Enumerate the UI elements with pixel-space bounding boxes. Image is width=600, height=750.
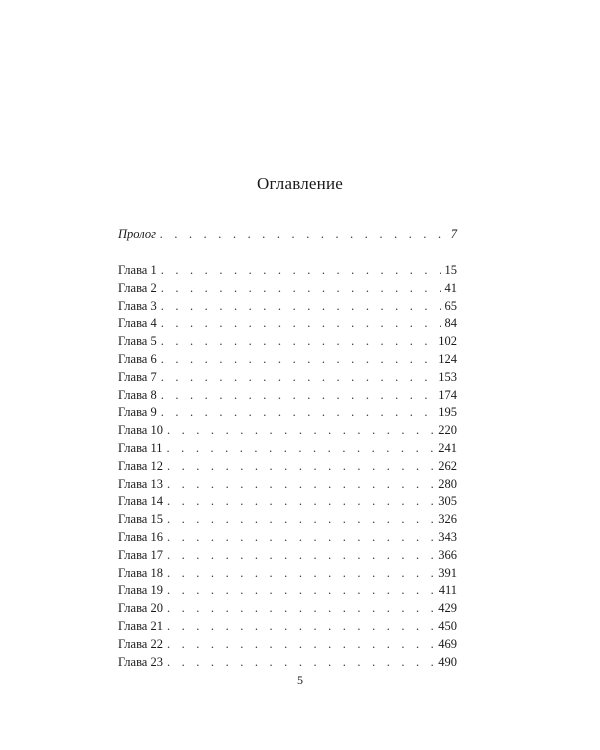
toc-entry-page: 124 [438, 351, 457, 366]
toc-entry [118, 404, 457, 422]
dot-leader [161, 262, 441, 280]
toc-entry-page: 15 [444, 263, 457, 277]
toc-entry-label: Глава 14 [118, 494, 163, 509]
toc-entry-label: Глава 18 [118, 565, 163, 580]
toc-entry-page: 391 [438, 565, 457, 580]
toc-entry-label: Глава 17 [118, 547, 163, 562]
dot-leader [160, 226, 447, 244]
toc-entry [118, 618, 457, 636]
dot-leader [161, 351, 435, 369]
dot-leader [161, 280, 441, 298]
toc-entry-label: Глава 6 [118, 351, 157, 366]
dot-leader [167, 422, 434, 440]
toc-entry [118, 262, 457, 280]
toc-entry-page: 262 [438, 458, 457, 473]
toc-entry [118, 582, 457, 600]
toc-entry [118, 511, 457, 529]
toc-entry-prologue [118, 226, 457, 244]
toc-entry [118, 298, 457, 316]
toc-entry [118, 440, 457, 458]
toc-entry [118, 547, 457, 565]
dot-leader [167, 600, 434, 618]
toc-entry-page: 490 [438, 654, 457, 669]
dot-leader [167, 654, 434, 672]
toc-entry-label: Глава 5 [118, 334, 157, 349]
toc-entry-label: Глава 2 [118, 280, 157, 295]
toc-entry [118, 654, 457, 672]
toc-entry [118, 476, 457, 494]
toc-entry-label: Глава 3 [118, 298, 157, 313]
page-number: 5 [297, 673, 303, 687]
toc-entry [118, 493, 457, 511]
toc-entry [118, 600, 457, 618]
dot-leader [167, 618, 434, 636]
toc-entry [118, 458, 457, 476]
dot-leader [161, 404, 435, 422]
toc-entry-page: 280 [438, 476, 457, 491]
toc-entry-label: Глава 12 [118, 458, 163, 473]
dot-leader [167, 440, 435, 458]
toc-entry-page: 153 [438, 369, 457, 384]
toc-prologue [118, 226, 457, 244]
toc-entry-label: Глава 20 [118, 601, 163, 616]
dot-leader [161, 333, 435, 351]
toc-entry-page: 343 [438, 529, 457, 544]
dot-leader [161, 369, 435, 387]
dot-leader [167, 582, 435, 600]
toc-entry-page: 195 [438, 405, 457, 420]
toc-entry-page: 41 [444, 280, 457, 295]
toc-entry-label: Пролог [118, 227, 156, 241]
toc-entry-label: Глава 11 [118, 440, 163, 455]
toc-entry-label: Глава 1 [118, 263, 157, 277]
toc-entry [118, 387, 457, 405]
toc-entry [118, 636, 457, 654]
toc-entry-label: Глава 13 [118, 476, 163, 491]
toc-entry-page: 241 [438, 440, 457, 455]
toc-chapter-list [118, 262, 457, 671]
page-title: Оглавление [257, 174, 343, 193]
toc-entry-label: Глава 10 [118, 423, 163, 438]
toc-entry-label: Глава 22 [118, 636, 163, 651]
toc-entry-page: 84 [444, 316, 457, 331]
toc-entry [118, 315, 457, 333]
toc-entry-page: 220 [438, 423, 457, 438]
dot-leader [167, 493, 434, 511]
toc-entry [118, 333, 457, 351]
toc-entry-page: 450 [438, 618, 457, 633]
toc-entry [118, 529, 457, 547]
toc-entry-label: Глава 4 [118, 316, 157, 331]
dot-leader [167, 476, 434, 494]
dot-leader [161, 387, 435, 405]
toc-entry [118, 422, 457, 440]
dot-leader [167, 636, 434, 654]
dot-leader [167, 529, 434, 547]
toc-entry-label: Глава 9 [118, 405, 157, 420]
toc-entry-page: 469 [438, 636, 457, 651]
toc-entry-label: Глава 23 [118, 654, 163, 669]
toc-entry-label: Глава 8 [118, 387, 157, 402]
toc-entry-page: 366 [438, 547, 457, 562]
toc-entry-page: 305 [438, 494, 457, 509]
toc-entry-label: Глава 16 [118, 529, 163, 544]
toc-entry [118, 565, 457, 583]
toc-entry [118, 280, 457, 298]
dot-leader [161, 298, 441, 316]
toc-entry-page: 174 [438, 387, 457, 402]
toc-entry-page: 411 [438, 583, 457, 598]
toc-entry [118, 351, 457, 369]
dot-leader [167, 547, 434, 565]
toc-entry-label: Глава 7 [118, 369, 157, 384]
toc-entry-label: Глава 21 [118, 618, 163, 633]
toc-entry-label: Глава 19 [118, 583, 163, 598]
toc-entry [118, 369, 457, 387]
toc-entry-page: 65 [444, 298, 457, 313]
dot-leader [161, 315, 441, 333]
dot-leader [167, 565, 434, 583]
toc-entry-page: 326 [438, 512, 457, 527]
toc-entry-page: 429 [438, 601, 457, 616]
toc-entry-label: Глава 15 [118, 512, 163, 527]
dot-leader [167, 458, 434, 476]
toc-entry-page: 102 [438, 334, 457, 349]
dot-leader [167, 511, 434, 529]
toc-entry-page: 7 [450, 227, 457, 241]
